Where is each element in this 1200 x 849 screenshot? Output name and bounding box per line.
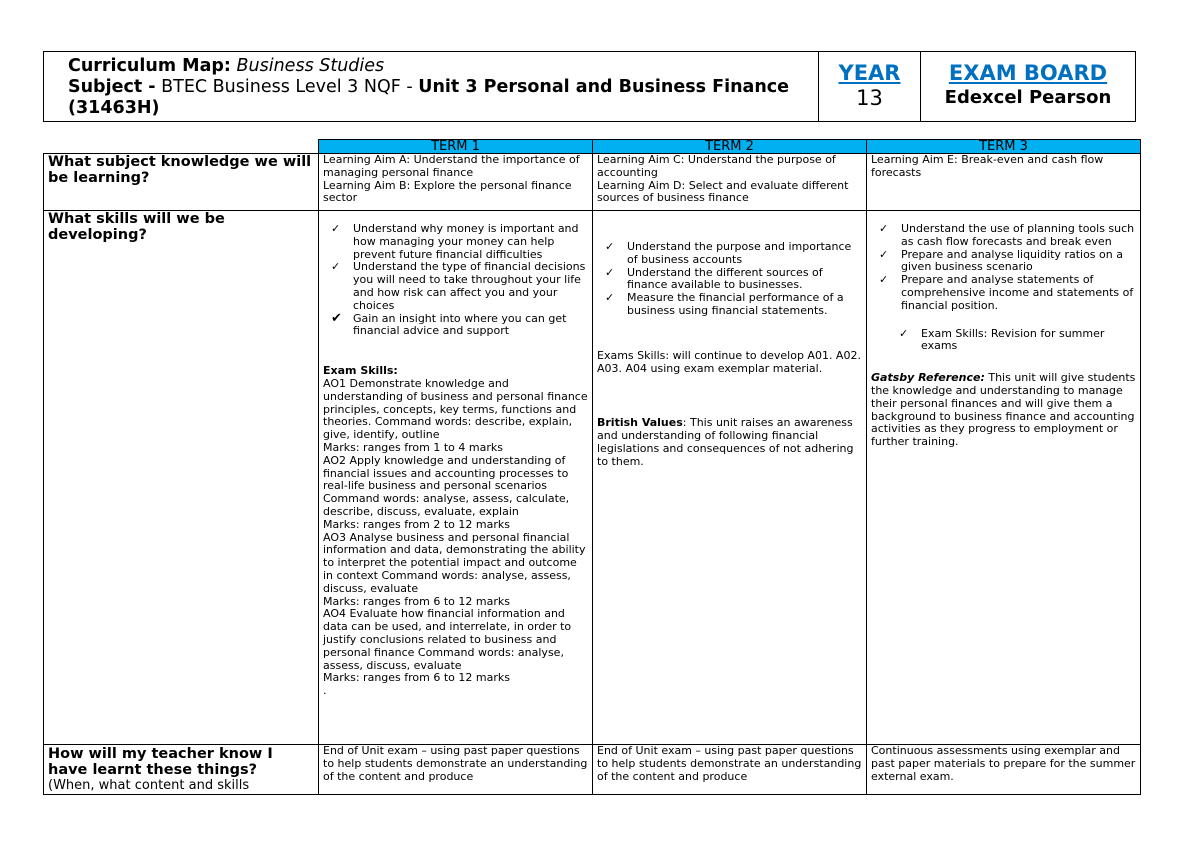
curriculum-table: [43, 139, 1141, 795]
curriculum-title-block: [44, 52, 819, 121]
learning-aim-b: Learning Aim B: Explore the personal finance sector: [323, 178, 572, 205]
term-2-skill-list: [597, 241, 862, 318]
exam-skills-heading: Exam Skills:: [323, 364, 398, 378]
skills-row: [44, 211, 1141, 745]
assessment-term-1: End of Unit exam – using past paper questions to help students demonstrate an understanding of the content and produce: [319, 745, 593, 795]
knowledge-term-3: [867, 154, 1141, 211]
british-values-text: : This unit raises an awareness and understanding of following financial legislations and consequences of not adhering to them.: [597, 416, 854, 468]
subject-unit: Unit 3 Personal and Business Finance (31463H): [68, 77, 790, 118]
skill-item: ✔ Gain an insight into where you can get financial advice and support: [323, 313, 588, 339]
british-values: [597, 417, 862, 468]
header-blank-cell: [44, 140, 319, 154]
exam-board-block: [921, 52, 1135, 121]
assessment-question: How will my teacher know I have learnt these things?: [48, 746, 273, 778]
exam-skill-line: AO1 Demonstrate knowledge and understanding of business and personal finance principles, concepts, key terms, functions and theories. Command words: describe, explain, give, identify, outline: [323, 376, 588, 442]
skill-item: ✓ Understand the different sources of finance available to businesses.: [597, 267, 862, 293]
knowledge-row: [44, 154, 1141, 211]
assessment-term-3: Continuous assessments using exemplar and past paper materials to prepare for the summer external exam.: [867, 745, 1141, 795]
exam-skill-line: Command words: analyse, assess, calculate, describe, discuss, evaluate, explain: [323, 492, 570, 518]
learning-aim-e: Learning Aim E: Break-even and cash flow forecasts: [871, 153, 1104, 179]
term-header-row: [44, 140, 1141, 154]
exam-skill-line: Marks: ranges from 6 to 12 marks: [323, 594, 510, 608]
gatsby-reference: [871, 372, 1136, 449]
skill-item: ✓ Understand the type of financial decisions you will need to take throughout your life and how risk can affect you and your choices: [323, 261, 588, 312]
gatsby-text: This unit will give students the knowledge and understanding to manage their personal finances and will give them a background to business finance and accounting activities as they progress to employment or further training.: [871, 371, 1136, 449]
term-2-exam-skills: Exams Skills: will continue to develop A01. A02. A03. A04 using exam exemplar material.: [597, 348, 861, 375]
curriculum-map-subject: Business Studies: [236, 56, 385, 76]
learning-aim-a: Learning Aim A: Understand the importance of managing personal finance: [323, 153, 580, 179]
learning-aim-d: Learning Aim D: Select and evaluate different sources of business finance: [597, 178, 849, 205]
skill-item: ✓ Understand the purpose and importance of business accounts: [597, 241, 862, 267]
skill-item: ✓ Understand why money is important and how managing your money can help prevent future financial difficulties: [323, 223, 588, 261]
year-block: [819, 52, 921, 121]
skills-question: What skills will we be developing?: [44, 211, 319, 745]
gatsby-label: Gatsby Reference:: [871, 371, 985, 385]
subject-line: [68, 77, 818, 119]
year-value: 13: [856, 86, 883, 110]
skills-term-1: [319, 211, 593, 745]
document-header: [43, 51, 1136, 122]
curriculum-map-line: [68, 56, 818, 77]
skills-term-3: [867, 211, 1141, 745]
curriculum-map-label: Curriculum Map:: [68, 56, 231, 76]
term-3-exam-list: [871, 328, 1136, 354]
exam-skill-line: Marks: ranges from 1 to 4 marks: [323, 440, 503, 454]
skill-item: ✓ Measure the financial performance of a business using financial statements.: [597, 292, 862, 318]
subject-label: Subject -: [68, 77, 156, 97]
learning-aim-c: Learning Aim C: Understand the purpose of accounting: [597, 153, 836, 179]
assessment-question-sub: (When, what content and skills: [48, 778, 250, 793]
term-2-header: TERM 2: [593, 140, 867, 154]
assessment-term-2: End of Unit exam – using past paper questions to help students demonstrate an understanding of the content and produce: [593, 745, 867, 795]
exam-skill-line: Marks: ranges from 2 to 12 marks: [323, 517, 510, 531]
exam-skill-line: .: [323, 684, 327, 698]
british-values-label: British Values: [597, 416, 683, 430]
exam-skill-line: Marks: ranges from 6 to 12 marks: [323, 671, 510, 685]
assessment-question-cell: [44, 745, 319, 795]
knowledge-term-2: [593, 154, 867, 211]
skill-item: ✓ Understand the use of planning tools such as cash flow forecasts and break even: [871, 223, 1136, 249]
skill-item: ✓ Prepare and analyse liquidity ratios on a given business scenario: [871, 249, 1136, 275]
year-label: YEAR: [838, 61, 901, 85]
skill-item: ✓ Prepare and analyse statements of comprehensive income and statements of financial position.: [871, 274, 1136, 312]
exam-board-label: EXAM BOARD: [948, 61, 1108, 85]
term-1-skill-list: [323, 223, 588, 338]
exam-board-value: Edexcel Pearson: [944, 87, 1112, 108]
subject-qualification: BTEC Business Level 3 NQF -: [161, 77, 413, 97]
knowledge-term-1: [319, 154, 593, 211]
exam-revision-item: ✓ Exam Skills: Revision for summer exams: [891, 328, 1136, 354]
term-1-header: TERM 1: [319, 140, 593, 154]
skills-term-2: [593, 211, 867, 745]
term-3-skill-list: [871, 223, 1136, 313]
term-3-header: TERM 3: [867, 140, 1141, 154]
exam-skill-line: AO4 Evaluate how financial information and data can be used, and interrelate, in order to justify conclusions related to business and personal finance Command words: analyse, assess, discuss, evaluate: [323, 607, 572, 672]
exam-skill-line: AO2 Apply knowledge and understanding of financial issues and accounting processes to real-life business and personal scenarios: [323, 453, 569, 493]
knowledge-question: What subject knowledge we will be learning?: [44, 154, 319, 211]
assessment-row: [44, 745, 1141, 795]
exam-skill-line: AO3 Analyse business and personal financial information and data, demonstrating the ability to interpret the potential impact and outcome in context Command words: analyse, assess, discuss, evaluate: [323, 530, 586, 595]
